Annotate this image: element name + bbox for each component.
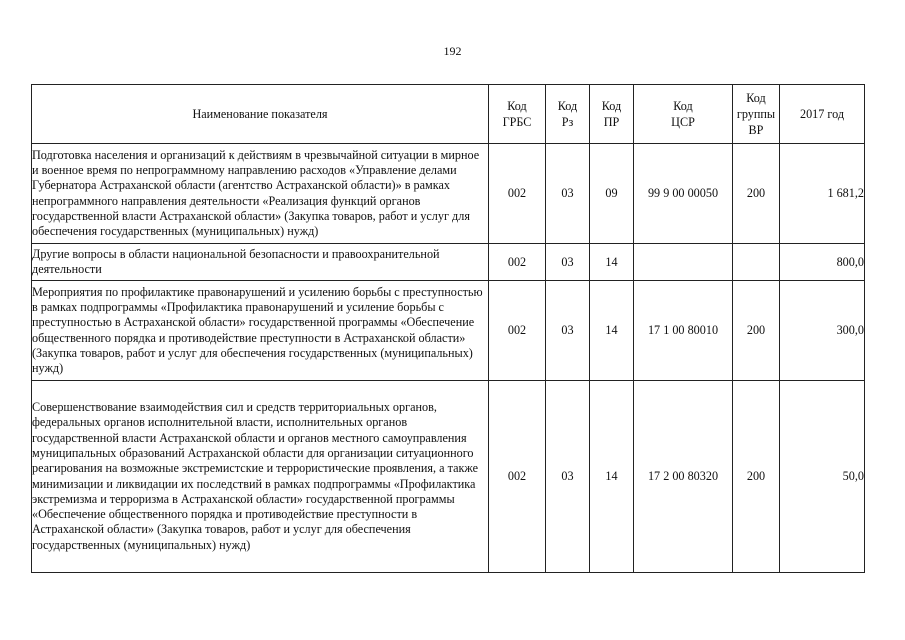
budget-table <box>31 84 865 573</box>
row-rz: 03 <box>546 244 590 281</box>
row-csr: 17 1 00 80010 <box>634 281 733 381</box>
row-pr: 14 <box>590 381 634 573</box>
row-grbs: 002 <box>489 381 546 573</box>
row-csr: 17 2 00 80320 <box>634 381 733 573</box>
row-pr: 09 <box>590 144 634 244</box>
row-pr: 14 <box>590 244 634 281</box>
row-grbs: 002 <box>489 244 546 281</box>
row-csr: 99 9 00 00050 <box>634 144 733 244</box>
row-rz: 03 <box>546 381 590 573</box>
header-row <box>32 85 865 144</box>
header-csr-line1: Код <box>673 99 693 113</box>
header-grbs-line1: Код <box>507 99 527 113</box>
table-row <box>32 144 865 244</box>
header-pr-line1: Код <box>601 99 622 113</box>
row-vr: 200 <box>733 381 780 573</box>
row-amount: 800,0 <box>780 244 865 281</box>
row-grbs: 002 <box>489 144 546 244</box>
page-number: 192 <box>443 44 462 58</box>
row-name: Мероприятия по профилактике правонарушений и усилению борьбы с преступностью в рамках подпрограммы «Профилактика правонарушений и усиление борьбы с преступностью в Астраханской области» государственной программы «Обеспечение общественного порядка и противодействие преступности в Астраханской области» (Закупка товаров, работ и услуг для обеспечения государственных (муниципальных) нужд) <box>32 281 489 381</box>
row-vr: 200 <box>733 144 780 244</box>
row-pr: 14 <box>590 281 634 381</box>
header-name: Наименование показателя <box>32 85 489 144</box>
header-csr-line2: ЦСР <box>671 115 695 129</box>
row-amount: 300,0 <box>780 281 865 381</box>
row-vr: 200 <box>733 281 780 381</box>
header-vr <box>733 85 780 144</box>
header-vr-line3: ВР <box>748 123 764 137</box>
row-name: Совершенствование взаимодействия сил и средств территориальных органов, федеральных органов исполнительной власти, исполнительных органов государственной власти Астраханской области и органов местного самоуправления муниципальных образований Астраханской области для организации ситуационного реагирования на возможные экстремистские и террористические проявления, а также минимизации и ликвидации их последствий в рамках подпрограммы «Профилактика экстремизма и терроризма в Астраханской области» государственной программы «Обеспечение общественного порядка и противодействие преступности в Астраханской области» (Закупка товаров, работ и услуг для обеспечения государственных (муниципальных) нужд) <box>32 381 489 573</box>
row-grbs: 002 <box>489 281 546 381</box>
row-rz: 03 <box>546 144 590 244</box>
header-rz <box>546 85 590 144</box>
header-year: 2017 год <box>780 85 865 144</box>
row-rz: 03 <box>546 281 590 381</box>
header-rz-line1: Код <box>557 99 578 113</box>
table-row <box>32 244 865 281</box>
row-name: Подготовка населения и организаций к действиям в чрезвычайной ситуации в мирное и военное время по непрограммному направлению расходов «Управление делами Губернатора Астраханской области (агентство Астраханской области)» в рамках непрограммного направления деятельности «Реализация функций органов государственной власти Астраханской области» (Закупка товаров, работ и услуг для обеспечения государственных (муниципальных) нужд) <box>32 144 489 244</box>
header-grbs <box>489 85 546 144</box>
header-grbs-line2: ГРБС <box>502 115 532 129</box>
header-vr-line1: Код <box>746 91 766 105</box>
header-rz-line2: Рз <box>561 115 574 129</box>
header-pr-line2: ПР <box>603 115 620 129</box>
header-vr-line2: группы <box>736 107 776 121</box>
table-row <box>32 381 865 573</box>
table-row <box>32 281 865 381</box>
row-vr <box>733 244 780 281</box>
row-csr <box>634 244 733 281</box>
header-csr <box>634 85 733 144</box>
row-amount: 50,0 <box>780 381 865 573</box>
header-pr <box>590 85 634 144</box>
row-name: Другие вопросы в области национальной безопасности и правоохранительной деятельности <box>32 244 489 281</box>
row-amount: 1 681,2 <box>780 144 865 244</box>
